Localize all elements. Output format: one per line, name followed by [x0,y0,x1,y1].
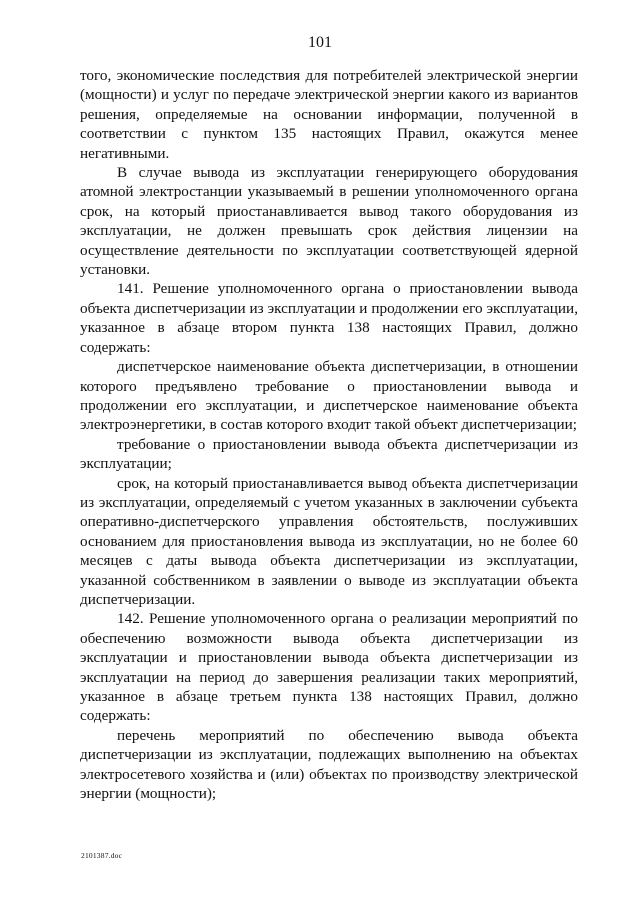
paragraph: 141. Решение уполномоченного органа о приостановлении вывода объекта диспетчеризации из эксплуатации и продолжении его эксплуатации, указанное в абзаце втором пункта 138 настоящих Правил, должно содержать: [80,280,578,356]
paragraph: перечень мероприятий по обеспечению вывода объекта диспетчеризации из эксплуатации, подлежащих выполнению на объектах электросетевого хозяйства и (или) объектах по производству электрической энергии (мощности); [80,726,578,803]
paragraph: диспетчерское наименование объекта диспетчеризации, в отношении которого предъявлено требование о приостановлении вывода и продолжении его эксплуатации, и диспетчерское наименование объекта электроэнергетики, в состав которого входит такой объект диспетчеризации; [80,358,578,434]
document-body [80,66,578,803]
paragraph: того, экономические последствия для потребителей электрической энергии (мощности) и услуг по передаче электрической энергии какого из вариантов решения, определяемые на основании информации, полученной в соответствии с пунктом 135 настоящих Правил, окажутся менее негативными. [80,67,578,162]
page-number: 101 [308,34,332,51]
paragraph: срок, на который приостанавливается вывод объекта диспетчеризации из эксплуатации, определяемый с учетом указанных в заключении субъекта оперативно-диспетчерского управления обстоятельств, послуживших основанием для приостановления вывода из эксплуатации, но не более 60 месяцев с даты вывода объекта диспетчеризации из эксплуатации, указанной собственником в заявлении о выводе из эксплуатации объекта диспетчеризации. [80,474,578,608]
paragraph: требование о приостановлении вывода объекта диспетчеризации из эксплуатации; [80,435,578,473]
paragraph: 142. Решение уполномоченного органа о реализации мероприятий по обеспечению возможности вывода объекта диспетчеризации из эксплуатации и приостановлении вывода объекта диспетчеризации из эксплуатации на период до завершения реализации таких мероприятий, указанное в абзаце третьем пункта 138 настоящих Правил, должно содержать: [80,610,578,725]
paragraph: В случае вывода из эксплуатации генерирующего оборудования атомной электростанции указываемый в решении уполномоченного органа срок, на который приостанавливается вывод такого оборудования из эксплуатации, не должен превышать срок действия лицензии на осуществление деятельности по эксплуатации соответствующей ядерной установки. [80,164,578,279]
footer-document-code: 2101387.doc [81,851,123,860]
